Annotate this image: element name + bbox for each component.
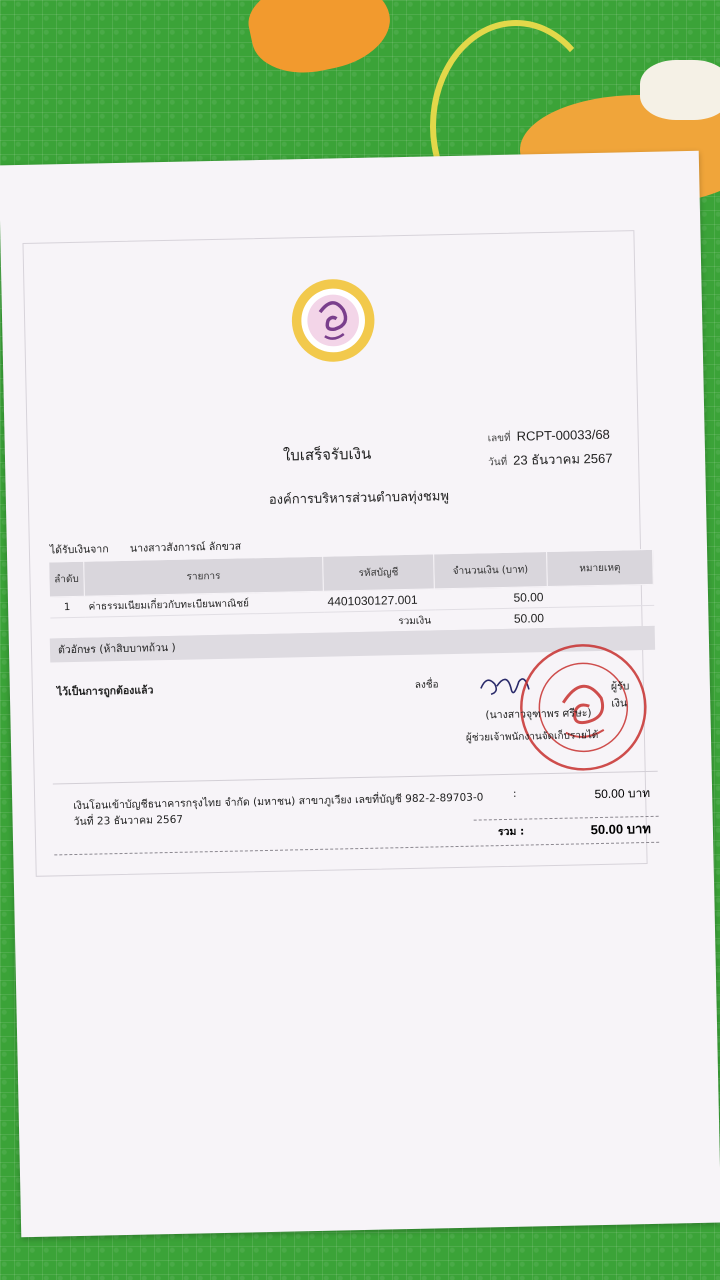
transfer-section — [53, 771, 659, 856]
receipt-no: RCPT-00033/68 — [516, 426, 610, 444]
receipt-paper — [0, 151, 720, 1237]
total-amount: 50.00 — [435, 608, 548, 631]
receipt-no-label: เลขที่ — [487, 432, 511, 445]
col-header-amount: จำนวนเงิน (บาท) — [434, 552, 548, 589]
transfer-line: เงินโอนเข้าบัญชีธนาคารกรุงไทย จำกัด (มหาชน) สาขาภูเวียง เลขที่บัญชี 982-2-89703-0 — [73, 791, 484, 813]
payer-name: นางสาวสังการณ์ ลักขวส — [129, 540, 242, 555]
transfer-description — [73, 789, 484, 830]
signer-name: (นางสาวจุฑาพร ศรีษะ) — [485, 707, 592, 722]
row-note — [547, 584, 653, 607]
row-account: 4401030127.001 — [323, 589, 434, 612]
received-from-label: ได้รับเงินจาก — [49, 543, 109, 557]
mat-decoration — [640, 60, 720, 120]
transfer-amount: 50.00 บาท — [594, 785, 651, 802]
receipt-title: ใบเสร็จรับเงิน — [282, 444, 372, 465]
items-table — [48, 549, 655, 640]
sign-label: ลงชื่อ — [414, 679, 439, 691]
amount-in-words: ตัวอักษร (ห้าสิบบาทถ้วน ) — [50, 626, 655, 663]
sum-label: รวม : — [497, 825, 525, 839]
transfer-date: วันที่ 23 ธันวาคม 2567 — [73, 813, 184, 829]
total-label: รวมเงิน — [324, 610, 435, 633]
col-header-account: รหัสบัญชี — [323, 554, 435, 591]
receipt-meta — [487, 424, 612, 475]
signer-position: ผู้ช่วยเจ้าพนักงานจัดเก็บรายได้ — [465, 730, 599, 744]
sum-amount: 50.00 บาท — [590, 820, 652, 838]
receipt-date: 23 ธันวาคม 2567 — [513, 450, 613, 468]
row-no: 1 — [49, 596, 84, 618]
row-amount: 50.00 — [434, 587, 547, 610]
col-header-note: หมายเหตุ — [547, 549, 654, 586]
verified-text: ไว้เป็นการถูกต้องแล้ว — [56, 684, 154, 699]
col-header-item: รายการ — [84, 556, 324, 596]
organization-name: องค์การบริหารส่วนตำบลทุ่งชมพู — [268, 489, 450, 508]
receipt-date-label: วันที่ — [488, 456, 508, 469]
row-item: ค่าธรรมเนียมเกี่ยวกับทะเบียนพาณิชย์ — [84, 591, 323, 617]
col-header-no: ลำดับ — [49, 561, 85, 597]
receipt-form — [22, 230, 652, 877]
colon-separator: : — [513, 788, 517, 800]
organization-seal-logo — [289, 277, 377, 365]
received-from — [50, 537, 242, 558]
receiver-label: ผู้รับเงิน — [610, 680, 630, 710]
